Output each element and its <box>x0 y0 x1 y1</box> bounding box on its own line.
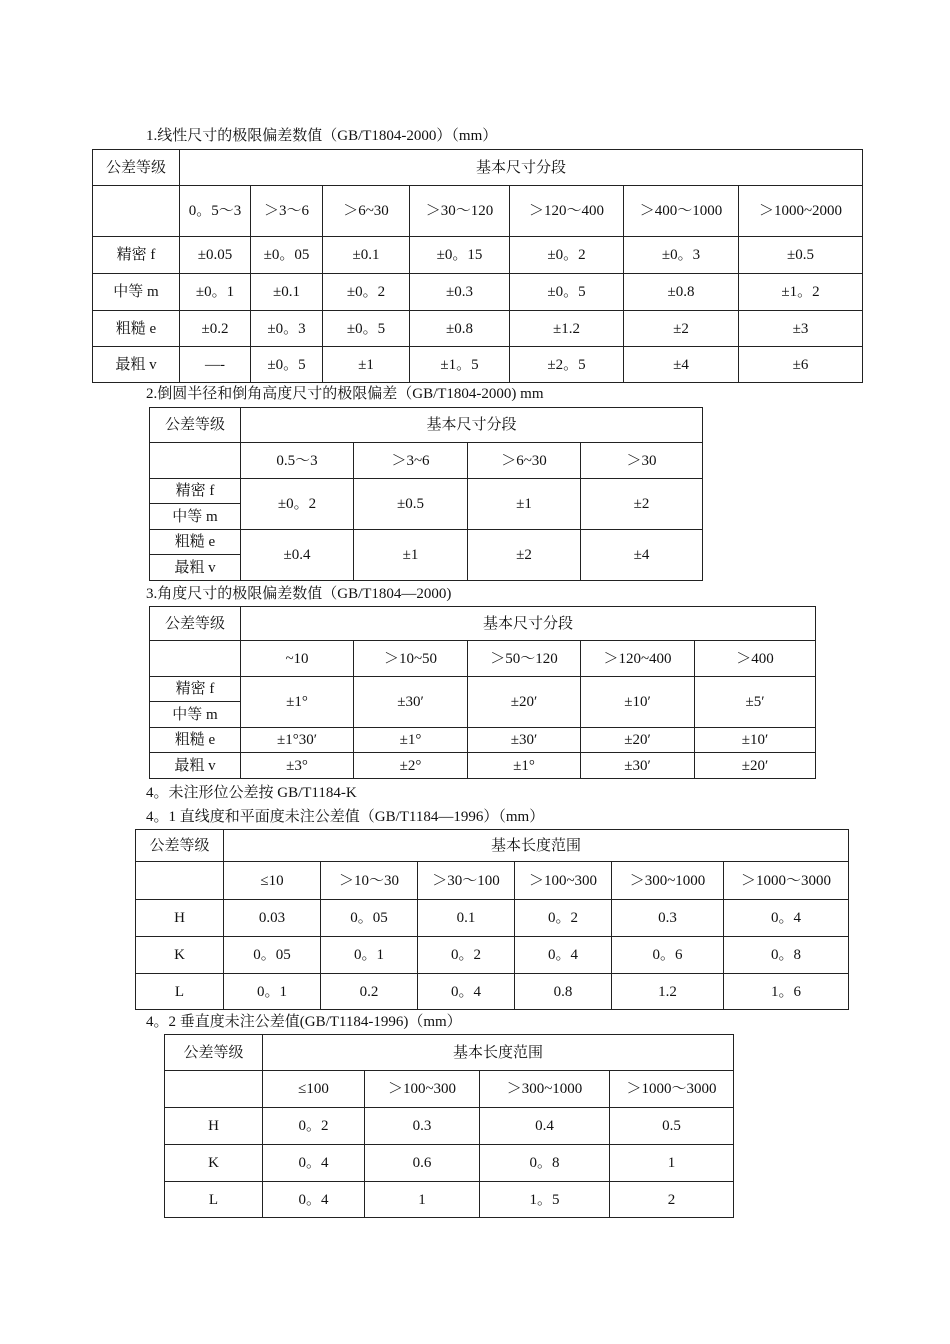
grade-cell: 中等 m <box>93 274 180 311</box>
range-header: ＞120~400 <box>581 641 695 677</box>
group-header: 基本尺寸分段 <box>241 607 816 641</box>
table-row <box>150 753 816 779</box>
value-cell: ±0。05 <box>251 237 323 274</box>
value-cell: ±20′ <box>695 753 816 779</box>
value-cell: ±2 <box>624 311 739 347</box>
grade-cell: L <box>136 974 224 1010</box>
grade-cell: 最粗 v <box>150 753 241 779</box>
value-cell: ±1 <box>354 530 468 581</box>
value-cell: ±0。1 <box>180 274 251 311</box>
value-cell: ±4 <box>624 347 739 383</box>
range-header: 0。5～3 <box>180 186 251 237</box>
value-cell: ±1° <box>468 753 581 779</box>
value-cell: ±1.2 <box>510 311 624 347</box>
value-cell: ±1° <box>354 728 468 753</box>
value-cell: ±20′ <box>468 677 581 728</box>
table-straightness-tolerance <box>135 829 849 1010</box>
value-cell: 0.5 <box>610 1108 734 1145</box>
range-header: ＞30 <box>581 443 703 479</box>
table-row <box>165 1108 734 1145</box>
value-cell: ±0.1 <box>251 274 323 311</box>
value-cell: 0。2 <box>263 1108 365 1145</box>
range-header: ＞300~1000 <box>480 1071 610 1108</box>
grade-cell: 精密 f <box>93 237 180 274</box>
table-linear-tolerance <box>92 149 863 383</box>
value-cell: ±0。2 <box>510 237 624 274</box>
value-cell: 2 <box>610 1182 734 1218</box>
empty-cell <box>150 641 241 677</box>
value-cell: ±2° <box>354 753 468 779</box>
value-cell: 0。4 <box>263 1145 365 1182</box>
table-row <box>150 677 816 702</box>
value-cell: ±1° <box>241 677 354 728</box>
group-header: 基本尺寸分段 <box>180 150 863 186</box>
value-cell: 0。4 <box>418 974 515 1010</box>
grade-cell: H <box>136 900 224 937</box>
value-cell: ±0。5 <box>323 311 410 347</box>
grade-header: 公差等级 <box>165 1035 263 1071</box>
range-header: ＞1000~2000 <box>739 186 863 237</box>
value-cell: ±0。5 <box>251 347 323 383</box>
range-header: ＞100~300 <box>515 862 612 900</box>
grade-cell: 精密 f <box>150 677 241 702</box>
value-cell: 0。4 <box>263 1182 365 1218</box>
table-row <box>93 311 863 347</box>
grade-header: 公差等级 <box>93 150 180 186</box>
value-cell: 1 <box>365 1182 480 1218</box>
grade-cell: 中等 m <box>150 504 241 530</box>
table-row <box>165 1145 734 1182</box>
group-header: 基本尺寸分段 <box>241 408 703 443</box>
value-cell: 0.03 <box>224 900 321 937</box>
empty-cell <box>150 443 241 479</box>
value-cell: ±10′ <box>695 728 816 753</box>
range-header: ＞400 <box>695 641 816 677</box>
grade-header: 公差等级 <box>150 607 241 641</box>
range-header: ＞3～6 <box>251 186 323 237</box>
grade-header: 公差等级 <box>136 830 224 862</box>
range-header: ＞120～400 <box>510 186 624 237</box>
note-geometric: 4。未注形位公差按 GB/T1184-K <box>146 785 357 801</box>
range-header: ＞10～30 <box>321 862 418 900</box>
grade-cell: K <box>165 1145 263 1182</box>
value-cell: ±5′ <box>695 677 816 728</box>
table-row <box>150 728 816 753</box>
value-cell: ±0。5 <box>510 274 624 311</box>
value-cell: ±0.8 <box>410 311 510 347</box>
group-header: 基本长度范围 <box>224 830 849 862</box>
grade-cell: 粗糙 e <box>93 311 180 347</box>
value-cell: ±20′ <box>581 728 695 753</box>
value-cell: ±0.4 <box>241 530 354 581</box>
range-header: ≤100 <box>263 1071 365 1108</box>
range-header: ＞30～100 <box>418 862 515 900</box>
value-cell: ±30′ <box>468 728 581 753</box>
value-cell: 0.1 <box>418 900 515 937</box>
range-header: ＞1000～3000 <box>724 862 849 900</box>
caption-perpendicularity: 4。2 垂直度未注公差值(GB/T1184-1996)（mm） <box>146 1014 462 1030</box>
value-cell: 0.3 <box>612 900 724 937</box>
range-header: ＞30～120 <box>410 186 510 237</box>
range-header: 0.5～3 <box>241 443 354 479</box>
table-row <box>165 1182 734 1218</box>
range-header: ＞100~300 <box>365 1071 480 1108</box>
empty-cell <box>93 186 180 237</box>
grade-cell: 粗糙 e <box>150 530 241 555</box>
table-row <box>150 479 703 504</box>
value-cell: ±1。5 <box>410 347 510 383</box>
value-cell: ±0。15 <box>410 237 510 274</box>
value-cell: ±0.1 <box>323 237 410 274</box>
range-header: ＞10~50 <box>354 641 468 677</box>
table-angle-tolerance <box>149 606 816 779</box>
range-header: ＞1000～3000 <box>610 1071 734 1108</box>
group-header: 基本长度范围 <box>263 1035 734 1071</box>
table-row <box>93 274 863 311</box>
value-cell: ±0.5 <box>739 237 863 274</box>
value-cell: 0。05 <box>321 900 418 937</box>
value-cell: ±2 <box>468 530 581 581</box>
value-cell: ±1。2 <box>739 274 863 311</box>
range-header: ＞50～120 <box>468 641 581 677</box>
value-cell: 0.2 <box>321 974 418 1010</box>
grade-cell: K <box>136 937 224 974</box>
empty-cell <box>165 1071 263 1108</box>
caption-linear: 1.线性尺寸的极限偏差数值（GB/T1804-2000）（mm） <box>146 128 498 144</box>
grade-cell: 精密 f <box>150 479 241 504</box>
value-cell: 1。6 <box>724 974 849 1010</box>
value-cell: ±1 <box>323 347 410 383</box>
caption-straightness: 4。1 直线度和平面度未注公差值（GB/T1184—1996）（mm） <box>146 809 545 825</box>
table-row <box>93 347 863 383</box>
value-cell: ±1°30′ <box>241 728 354 753</box>
value-cell: 1.2 <box>612 974 724 1010</box>
value-cell: ±2。5 <box>510 347 624 383</box>
value-cell: 0。6 <box>612 937 724 974</box>
value-cell: 0。8 <box>724 937 849 974</box>
grade-cell: 中等 m <box>150 702 241 728</box>
table-row <box>136 974 849 1010</box>
value-cell: ±3 <box>739 311 863 347</box>
value-cell: 0。1 <box>321 937 418 974</box>
value-cell: ±0.3 <box>410 274 510 311</box>
range-header: ＞300~1000 <box>612 862 724 900</box>
value-cell: 0.8 <box>515 974 612 1010</box>
value-cell: 0.4 <box>480 1108 610 1145</box>
empty-cell <box>136 862 224 900</box>
value-cell: 0。4 <box>515 937 612 974</box>
value-cell: ±0.8 <box>624 274 739 311</box>
value-cell: ±30′ <box>581 753 695 779</box>
value-cell: ±0。3 <box>624 237 739 274</box>
value-cell: 0。1 <box>224 974 321 1010</box>
value-cell: ±1 <box>468 479 581 530</box>
value-cell: ±0.05 <box>180 237 251 274</box>
table-row <box>150 530 703 555</box>
range-header: ＞3~6 <box>354 443 468 479</box>
table-row <box>93 237 863 274</box>
value-cell: ±0。2 <box>241 479 354 530</box>
value-cell: 1。5 <box>480 1182 610 1218</box>
table-chamfer-tolerance <box>149 407 703 581</box>
grade-cell: 粗糙 e <box>150 728 241 753</box>
value-cell: 0。2 <box>418 937 515 974</box>
range-header: ~10 <box>241 641 354 677</box>
value-cell: 0。8 <box>480 1145 610 1182</box>
range-header: ＞400～1000 <box>624 186 739 237</box>
value-cell: ±30′ <box>354 677 468 728</box>
value-cell: 0.3 <box>365 1108 480 1145</box>
value-cell: 0。4 <box>724 900 849 937</box>
grade-cell: 最粗 v <box>93 347 180 383</box>
value-cell: 0。05 <box>224 937 321 974</box>
value-cell: ±4 <box>581 530 703 581</box>
value-cell: ±0.2 <box>180 311 251 347</box>
range-header: ≤10 <box>224 862 321 900</box>
grade-cell: L <box>165 1182 263 1218</box>
value-cell: 0。2 <box>515 900 612 937</box>
range-header: ＞6~30 <box>323 186 410 237</box>
grade-header: 公差等级 <box>150 408 241 443</box>
table-perpendicularity-tolerance <box>164 1034 734 1218</box>
value-cell: ±6 <box>739 347 863 383</box>
caption-chamfer: 2.倒圆半径和倒角高度尺寸的极限偏差（GB/T1804-2000) mm <box>146 386 544 402</box>
value-cell: 1 <box>610 1145 734 1182</box>
value-cell: 0.6 <box>365 1145 480 1182</box>
value-cell: ±3° <box>241 753 354 779</box>
value-cell: ±0。2 <box>323 274 410 311</box>
grade-cell: H <box>165 1108 263 1145</box>
value-cell: —- <box>180 347 251 383</box>
grade-cell: 最粗 v <box>150 555 241 581</box>
value-cell: ±0.5 <box>354 479 468 530</box>
range-header: ＞6~30 <box>468 443 581 479</box>
value-cell: ±2 <box>581 479 703 530</box>
value-cell: ±0。3 <box>251 311 323 347</box>
table-row <box>136 900 849 937</box>
table-row <box>136 937 849 974</box>
caption-angle: 3.角度尺寸的极限偏差数值（GB/T1804—2000) <box>146 586 452 602</box>
value-cell: ±10′ <box>581 677 695 728</box>
